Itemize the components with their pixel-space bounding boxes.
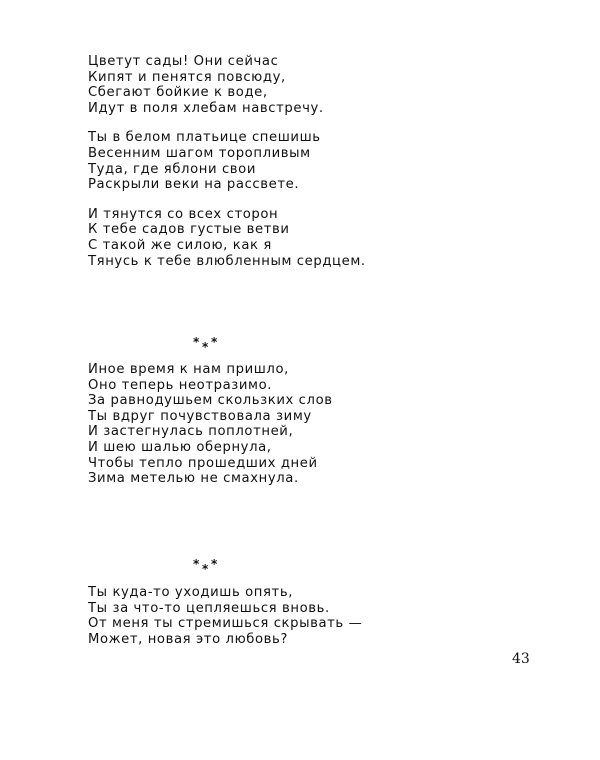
poem-line: За равнодушьем скользких слов <box>88 393 333 409</box>
poem-line: Зима метелью не смахнула. <box>88 471 299 487</box>
poem-line: И шею шалью обернула, <box>88 439 272 455</box>
poem-line: Весенним шагом торопливым <box>88 145 311 161</box>
poem-line: От меня ты стремишься скрывать — <box>88 616 363 632</box>
section-separator-asterism <box>193 336 223 352</box>
poem-line: Идут в поля хлебам навстречу. <box>88 100 324 116</box>
poem-line: Цветут сады! Они сейчас <box>88 54 279 69</box>
poem-3-stanza-1 <box>88 585 362 647</box>
asterisk-glyph: * <box>202 340 209 354</box>
asterisk-glyph: * <box>211 335 218 349</box>
poem-line: И застегнулась поплотней, <box>88 424 294 440</box>
poem-1 <box>88 54 366 269</box>
poem-line: Раскрыли веки на рассвете. <box>88 177 300 193</box>
poem-line: Кипят и пенятся повсюду, <box>88 69 286 85</box>
asterisk-glyph: * <box>211 557 218 571</box>
poem-line: Может, новая это любовь? <box>88 631 289 647</box>
asterisk-glyph: * <box>193 335 200 349</box>
section-separator-asterism <box>193 558 223 574</box>
poem-line: Чтобы тепло прошедших дней <box>88 455 318 471</box>
poem-3 <box>88 585 362 647</box>
asterisk-glyph: * <box>193 557 200 571</box>
poem-1-stanza-2 <box>88 130 366 192</box>
poem-line: Ты вдруг почувствовала зиму <box>88 408 312 424</box>
poem-1-stanza-1 <box>88 54 366 116</box>
poem-line: Оно теперь неотразимо. <box>88 377 273 393</box>
poem-line: Сбегают бойкие к воде, <box>88 85 268 101</box>
page-number: 43 <box>512 651 530 667</box>
poem-line: Тянусь к тебе влюбленным сердцем. <box>88 253 366 269</box>
asterisk-glyph: * <box>202 562 209 576</box>
poem-line: Ты в белом платьице спешишь <box>88 130 321 146</box>
poem-line: И тянутся со всех сторон <box>88 206 279 222</box>
poem-line: С такой же силою, как я <box>88 237 272 253</box>
poem-line: К тебе садов густые ветви <box>88 222 290 238</box>
poem-line: Ты за что-то цепляешься вновь. <box>88 600 330 616</box>
poem-1-stanza-3 <box>88 207 366 269</box>
poem-line: Туда, где яблони свои <box>88 161 257 177</box>
poem-2 <box>88 362 333 487</box>
poem-line: Иное время к нам пришло, <box>88 362 289 377</box>
poem-2-stanza-1 <box>88 362 333 487</box>
poem-line: Ты куда-то уходишь опять, <box>88 585 293 600</box>
